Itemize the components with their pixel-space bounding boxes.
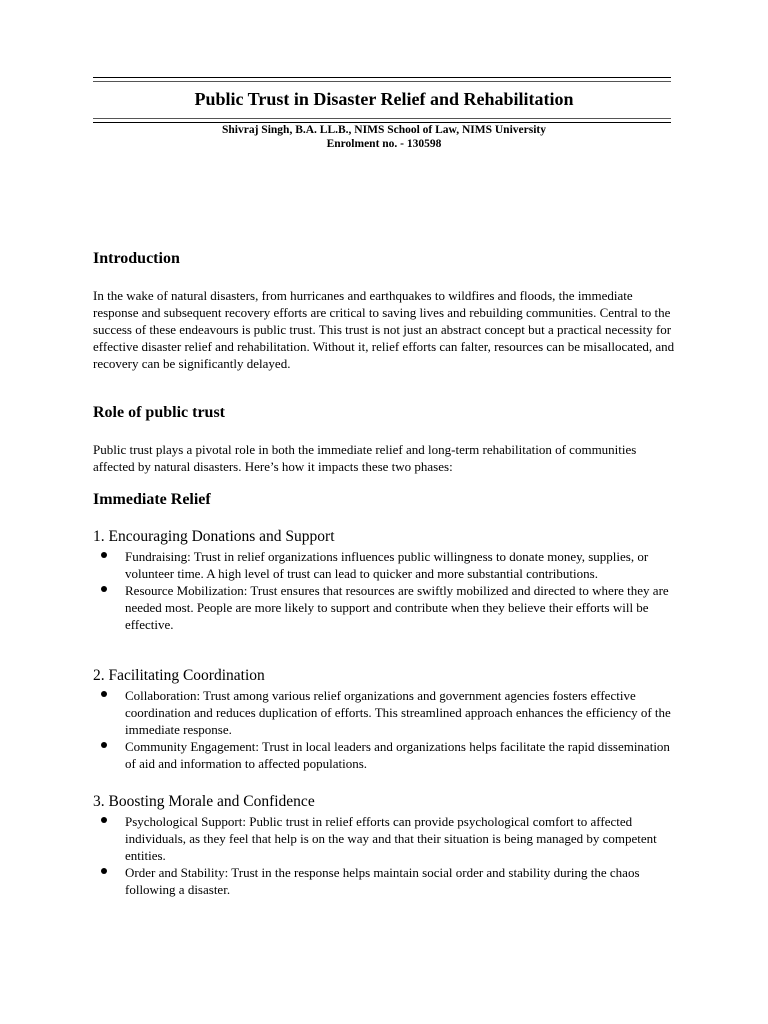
list-item-text: Fundraising: Trust in relief organizations influences public willingness to donate money, supplies, or volunteer time. A high level of trust can lead to quicker and more substantial contributions.: [125, 549, 649, 581]
role-heading: Role of public trust: [93, 404, 225, 421]
bullet-list: [100, 687, 680, 772]
bullet-icon: [101, 552, 107, 558]
author-line: Shivraj Singh, B.A. LL.B., NIMS School of Law, NIMS University: [222, 124, 546, 136]
document-title: Public Trust in Disaster Relief and Rehabilitation: [194, 89, 574, 109]
list-item: [100, 548, 680, 582]
header-rule-bottom: [93, 118, 671, 119]
list-item: [100, 738, 680, 772]
list-item-text: Collaboration: Trust among various relief organizations and government agencies fosters effective coordination and reduces duplication of efforts. This streamlined approach enhances the efficiency of the immediate response.: [125, 688, 671, 737]
numbered-item-title: 2. Facilitating Coordination: [93, 667, 265, 684]
list-item: [100, 582, 680, 633]
numbered-item-title: 1. Encouraging Donations and Support: [93, 528, 335, 545]
immediate-relief-heading: Immediate Relief: [93, 491, 211, 508]
introduction-paragraph: In the wake of natural disasters, from hurricanes and earthquakes to wildfires and floods, the immediate response and subsequent recovery efforts are critical to saving lives and rebuilding communities. Central to the success of these endeavours is public trust. This trust is not just an abstract concept but a practical necessity for effective disaster relief and rehabilitation. Without it, relief efforts can falter, resources can be misallocated, and recovery can be significantly delayed.: [93, 288, 675, 371]
numbered-item-title: 3. Boosting Morale and Confidence: [93, 793, 315, 810]
header-rule-top-secondary: [93, 81, 671, 82]
bullet-icon: [101, 817, 107, 823]
header-rule-top: [93, 77, 671, 78]
bullet-icon: [101, 691, 107, 697]
introduction-heading: Introduction: [93, 250, 180, 267]
list-item-text: Resource Mobilization: Trust ensures that resources are swiftly mobilized and directed to where they are needed most. People are more likely to support and contribute when they believe their efforts will be effective.: [125, 583, 669, 632]
bullet-icon: [101, 742, 107, 748]
list-item: [100, 864, 680, 898]
list-item-text: Order and Stability: Trust in the response helps maintain social order and stability during the chaos following a disaster.: [125, 865, 640, 897]
list-item-text: Community Engagement: Trust in local leaders and organizations helps facilitate the rapid dissemination of aid and information to affected populations.: [125, 739, 670, 771]
bullet-list: [100, 813, 680, 898]
list-item-text: Psychological Support: Public trust in relief efforts can provide psychological comfort to affected individuals, as they feel that help is on the way and that their situation is being managed by competent entities.: [125, 814, 657, 863]
bullet-icon: [101, 868, 107, 874]
bullet-icon: [101, 586, 107, 592]
list-item: [100, 813, 680, 864]
header-rule-bottom-secondary: [93, 122, 671, 123]
role-paragraph: Public trust plays a pivotal role in both the immediate relief and long-term rehabilitation of communities affected by natural disasters. Here’s how it impacts these two phases:: [93, 442, 637, 474]
list-item: [100, 687, 680, 738]
bullet-list: [100, 548, 680, 633]
enrolment-line: Enrolment no. - 130598: [326, 138, 442, 150]
